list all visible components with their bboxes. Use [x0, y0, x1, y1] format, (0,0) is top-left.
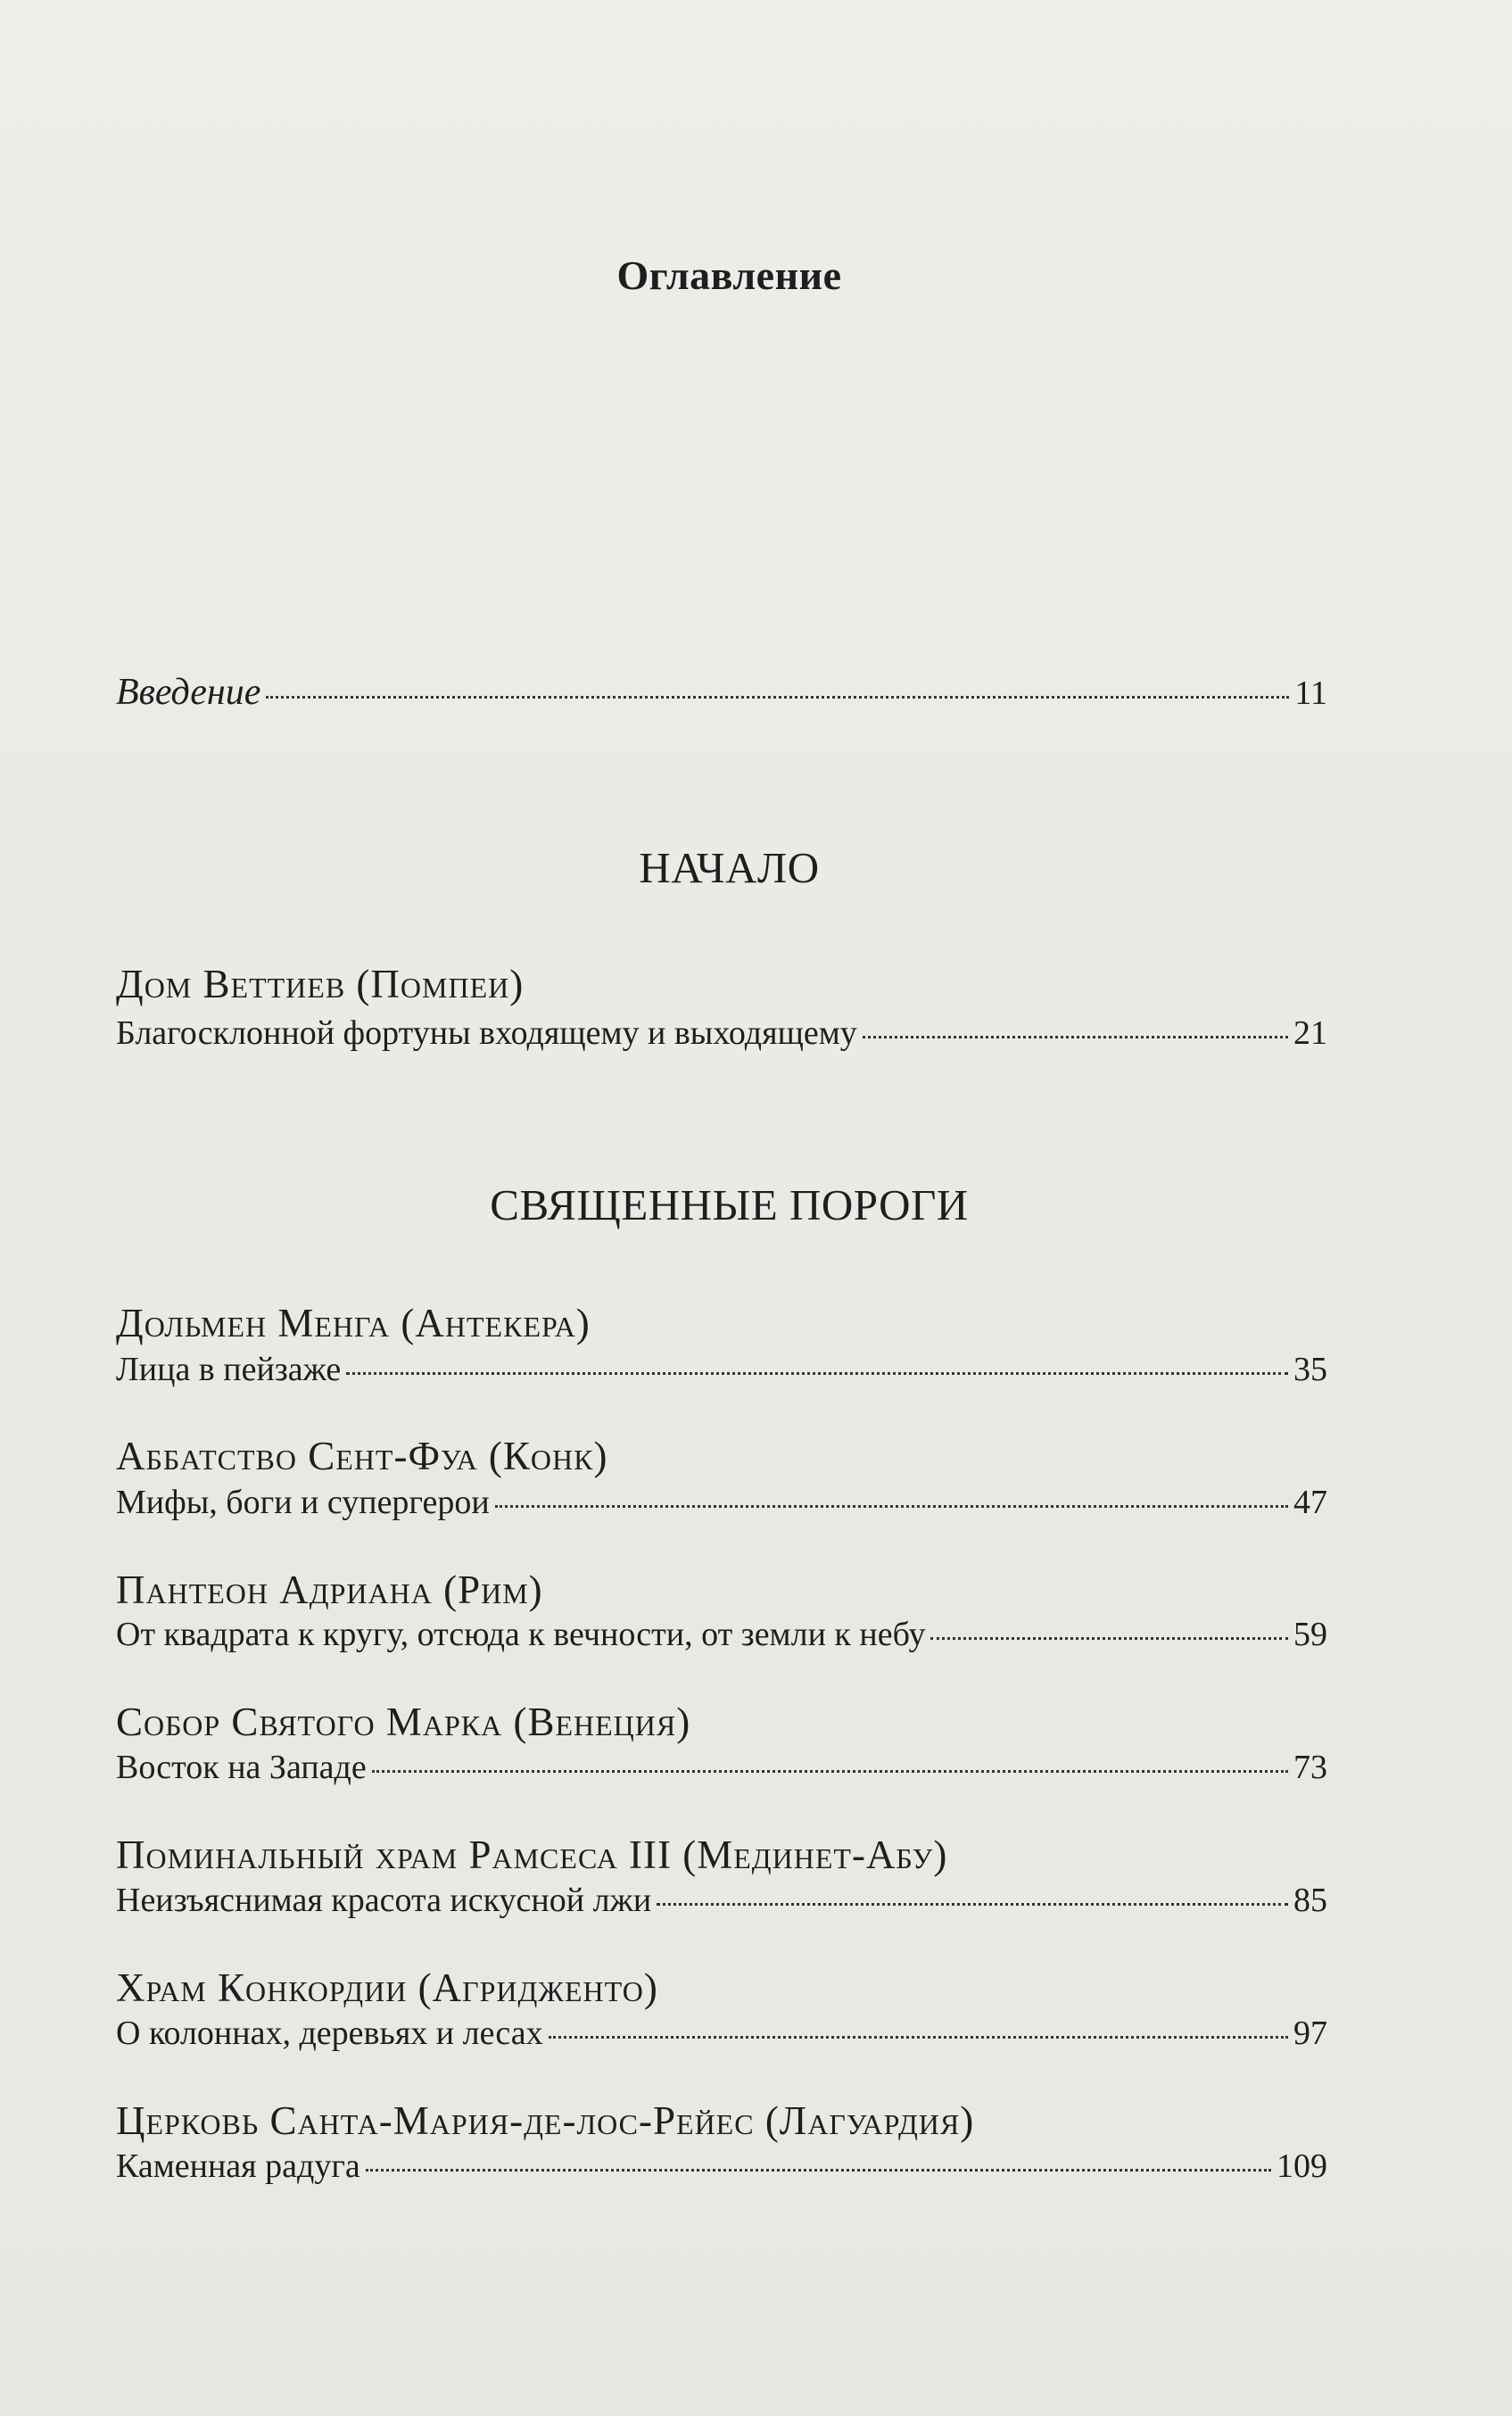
dot-leader [863, 1036, 1288, 1038]
dot-leader [266, 696, 1289, 699]
toc-page-number: 11 [1294, 674, 1327, 712]
toc-intro-label: Введение [116, 672, 261, 713]
toc-entry-subtitle: Неизъяснимая красота искусной лжи [116, 1882, 652, 1919]
toc-entry-title: Собор Святого Марка (Венеция) [116, 1700, 691, 1744]
toc-entry-subtitle: Восток на Западе [116, 1749, 367, 1786]
dot-leader [346, 1372, 1288, 1375]
dot-leader [372, 1770, 1288, 1773]
toc-page-number: 59 [1293, 1616, 1327, 1653]
toc-entry-subtitle: Благосклонной фортуны входящему и выходящему [116, 1014, 857, 1052]
page-title: Оглавление [616, 252, 842, 298]
toc-entry-subtitle-line [116, 1350, 1327, 1389]
dot-leader [495, 1505, 1288, 1508]
toc-entry-title: Дом Веттиев (Помпеи) [116, 962, 525, 1006]
toc-page-number: 47 [1293, 1484, 1327, 1521]
toc-entry-subtitle-line [116, 1748, 1327, 1787]
toc-entry-title: Церковь Санта-Мария-де-лос-Рейес (Лагуардия) [116, 2098, 975, 2143]
toc-entry-subtitle-line [116, 2147, 1327, 2186]
toc-entry-subtitle-line [116, 1014, 1327, 1053]
toc-page-number: 35 [1293, 1351, 1327, 1388]
toc-entry-subtitle-line [116, 2014, 1327, 2053]
toc-intro-line [116, 671, 1327, 714]
toc-entry-subtitle: Мифы, боги и супергерои [116, 1484, 490, 1521]
toc-page-number: 97 [1293, 2015, 1327, 2052]
section-heading-sacred-thresholds: СВЯЩЕННЫЕ ПОРОГИ [490, 1180, 969, 1229]
toc-entry-title: Пантеон Адриана (Рим) [116, 1568, 543, 1612]
toc-entry-subtitle-line [116, 1615, 1327, 1654]
toc-entry-title: Храм Конкордии (Агридженто) [116, 1965, 658, 2010]
dot-leader [366, 2169, 1271, 2172]
toc-entry-subtitle: От квадрата к кругу, отсюда к вечности, от земли к небу [116, 1616, 926, 1653]
dot-leader [549, 2036, 1288, 2039]
toc-page-number: 73 [1293, 1749, 1327, 1786]
toc-entry-subtitle-line [116, 1483, 1327, 1522]
toc-entry-subtitle: Каменная радуга [116, 2147, 360, 2185]
toc-entry-title: Дольмен Менга (Антекера) [116, 1301, 591, 1345]
toc-page-number: 21 [1293, 1014, 1327, 1052]
dot-leader [930, 1637, 1288, 1640]
dot-leader [657, 1903, 1288, 1906]
toc-entry-title: Аббатство Сент-Фуа (Конк) [116, 1434, 608, 1478]
toc-page-number: 85 [1293, 1882, 1327, 1919]
toc-page-number: 109 [1277, 2147, 1327, 2185]
toc-entry-title: Поминальный храм Рамсеса III (Мединет-Абу) [116, 1833, 948, 1877]
section-heading-start: НАЧАЛО [639, 843, 820, 892]
toc-entry-subtitle: О колоннах, деревьях и лесах [116, 2015, 543, 2052]
toc-entry-subtitle: Лица в пейзаже [116, 1351, 342, 1388]
toc-entry-subtitle-line [116, 1881, 1327, 1920]
